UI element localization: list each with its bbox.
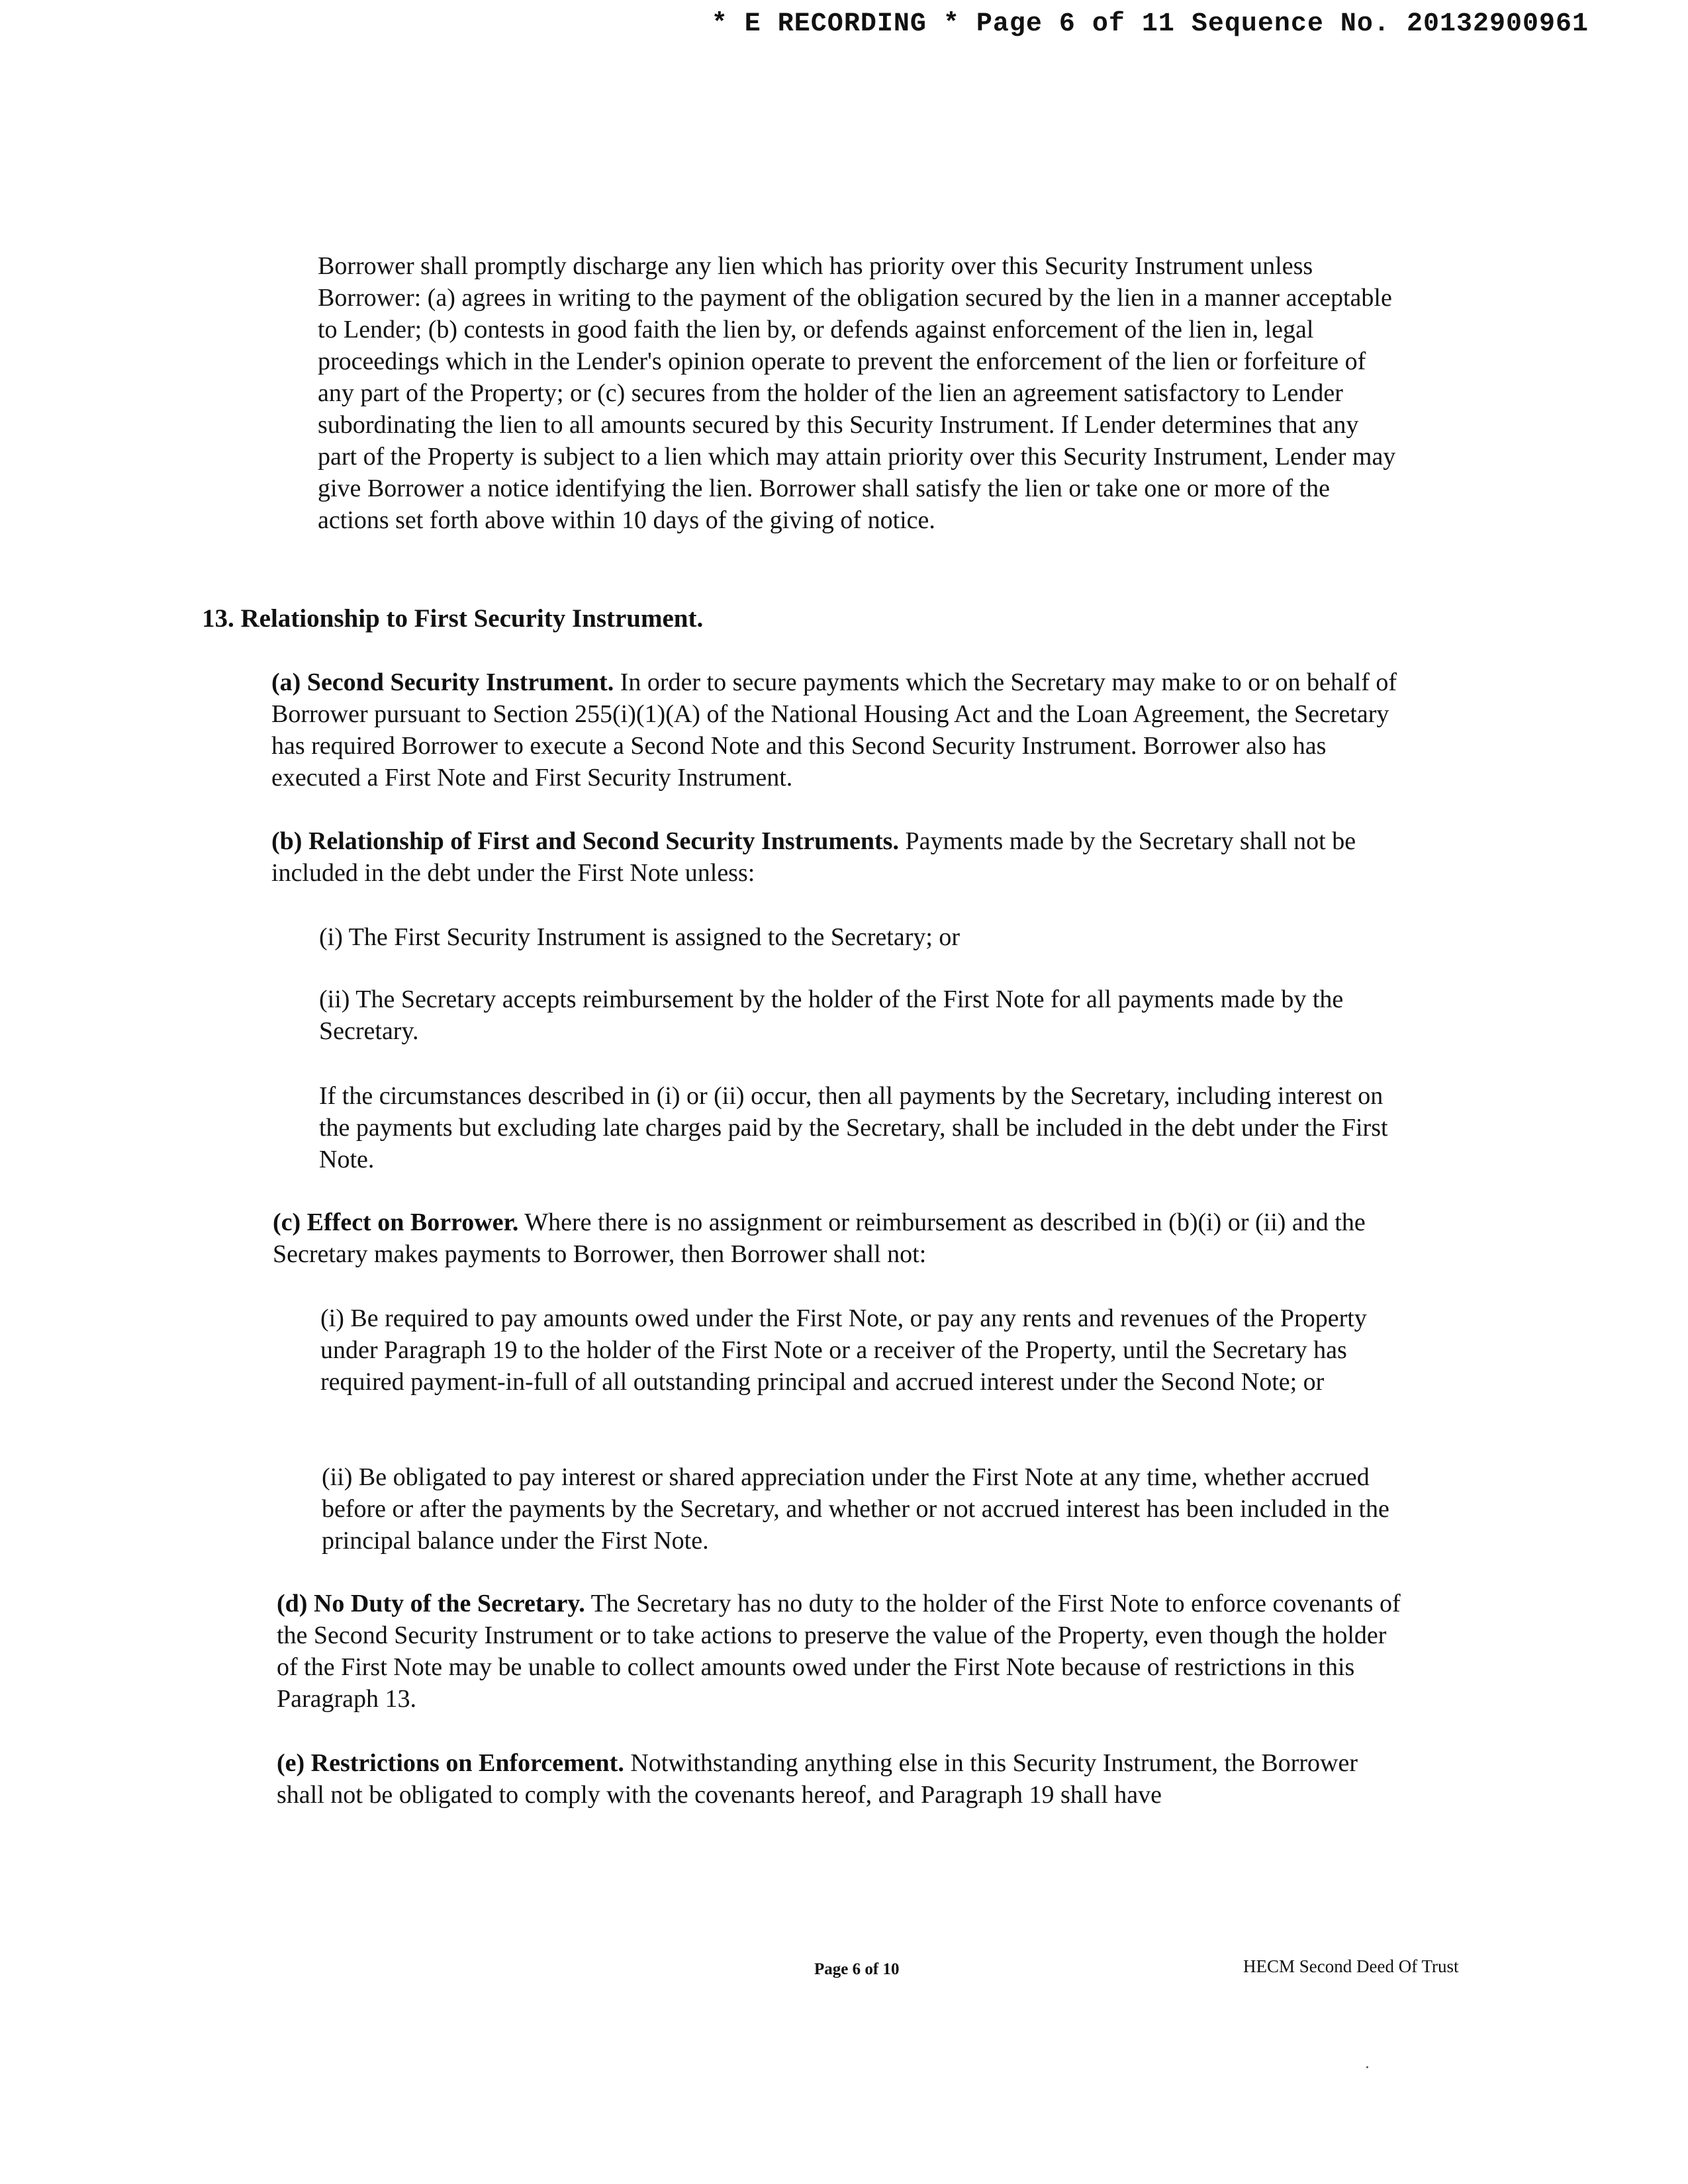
paragraph-13b-text: Payments made by the Secretary shall not be included in the debt under the First Note unless: <box>271 827 1356 887</box>
paragraph-13b-ii: (ii) The Secretary accepts reimbursement by the holder of the First Note for all payments made by the Secretary. <box>319 985 1344 1045</box>
footer-document-title: HECM Second Deed Of Trust <box>1243 1956 1459 1976</box>
paragraph-13a <box>271 666 1407 794</box>
paragraph-13a-text: In order to secure payments which the Secretary may make to or on behalf of Borrower pursuant to Section 255(i)(1)(A) of the National Housing Act and the Loan Agreement, the Secretary has required Borrower to execute a Second Note and this Second Security Instrument. Borrower also has executed a First Note and First Security Instrument. <box>271 668 1397 792</box>
scan-speck <box>1366 2066 1368 2068</box>
paragraph-13e-title: (e) Restrictions on Enforcement. <box>277 1749 624 1777</box>
paragraph-13b-i: (i) The First Security Instrument is assigned to the Secretary; or <box>319 923 961 951</box>
paragraph-13c <box>273 1206 1411 1270</box>
paragraph-13b-conclusion: If the circumstances described in (i) or (ii) occur, then all payments by the Secretary, including interest on the payments but excluding late charges paid by the Secretary, shall be included in the debt under the First Note. <box>319 1082 1388 1173</box>
paragraph-13b-title: (b) Relationship of First and Second Security Instruments. <box>271 827 899 855</box>
section-13-heading: 13. Relationship to First Security Instrument. <box>202 604 704 633</box>
lien-discharge-paragraph: Borrower shall promptly discharge any lien which has priority over this Security Instrument unless Borrower: (a) agrees in writing to the payment of the obligation secured by the lien in a manner acceptable to Lender; (b) contests in good faith the lien by, or defends against enforcement of the lien in, legal proceedings which in the Lender's opinion operate to prevent the enforcement of the lien or forfeiture of any part of the Property; or (c) secures from the holder of the lien an agreement satisfactory to Lender subordinating the lien to all amounts secured by this Security Instrument. If Lender determines that any part of the Property is subject to a lien which may attain priority over this Security Instrument, Lender may give Borrower a notice identifying the lien. Borrower shall satisfy the lien or take one or more of the actions set forth above within 10 days of the giving of notice. <box>318 252 1396 534</box>
recording-stamp: * E RECORDING * Page 6 of 11 Sequence No. 20132900961 <box>711 9 1589 39</box>
paragraph-13e-text: Notwithstanding anything else in this Security Instrument, the Borrower shall not be obligated to comply with the covenants hereof, and Paragraph 19 shall have <box>277 1749 1358 1809</box>
paragraph-13e <box>277 1747 1409 1811</box>
paragraph-13d-title: (d) No Duty of the Secretary. <box>277 1590 585 1617</box>
footer-page-number: Page 6 of 10 <box>814 1960 900 1978</box>
paragraph-13c-title: (c) Effect on Borrower. <box>273 1208 519 1236</box>
paragraph-13a-title: (a) Second Security Instrument. <box>271 668 614 696</box>
paragraph-13d <box>277 1588 1409 1715</box>
paragraph-13b <box>271 825 1407 889</box>
paragraph-13c-i: (i) Be required to pay amounts owed under the First Note, or pay any rents and revenues of the Property under Paragraph 19 to the holder of the First Note or a receiver of the Property, until the Secretary has required payment-in-full of all outstanding principal and accrued interest under the Second Note; or <box>320 1304 1367 1396</box>
paragraph-13c-text: Where there is no assignment or reimbursement as described in (b)(i) or (ii) and the Secretary makes payments to Borrower, then Borrower shall not: <box>273 1208 1366 1268</box>
paragraph-13c-ii: (ii) Be obligated to pay interest or shared appreciation under the First Note at any time, whether accrued before or after the payments by the Secretary, and whether or not accrued interest has been included in the principal balance under the First Note. <box>322 1463 1389 1555</box>
paragraph-13d-text: The Secretary has no duty to the holder of the First Note to enforce covenants of the Second Security Instrument or to take actions to preserve the value of the Property, even though the holder of the First Note may be unable to collect amounts owed under the First Note because of restrictions in this Paragraph 13. <box>277 1590 1401 1713</box>
